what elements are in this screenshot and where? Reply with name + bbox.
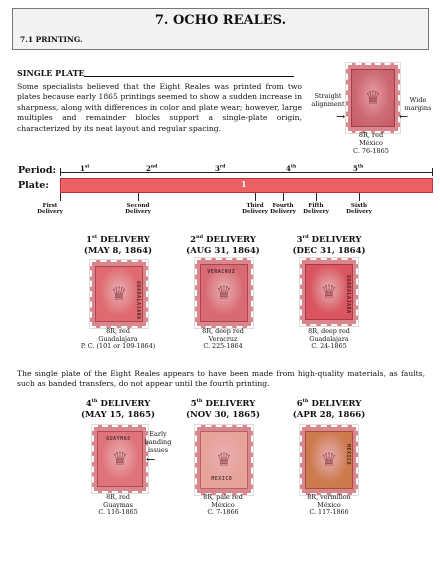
delivery-5-caption: 8R, pale red México C. 7-1866	[203, 493, 243, 517]
section-title: SINGLE PLATE	[17, 68, 85, 78]
delivery-2-caption: 8R, deep red Veracruz C. 225-1864	[202, 327, 244, 351]
delivery-5-stamp-image: ♛ MEXICO	[195, 425, 253, 495]
intro-paragraph: Some specialists believed that the Eight Reales was printed from two plates because early 1865 printings seemed to show a sudden increase in sharpness, along with differences in color and plate wear; however, large multiples and remainder blocks support a single-plate origin, characterized by its neat layout and regular spacing.	[17, 82, 302, 133]
plate-label: Plate:	[18, 180, 49, 191]
delivery-label-3: Third Delivery	[242, 203, 268, 216]
arrow-left-icon: ←	[399, 110, 409, 123]
delivery-1-stamp-image: ♛ GUADALAJARA	[90, 260, 148, 328]
straight-alignment-note: Straight alignment	[311, 92, 345, 108]
delivery-label-2: Second Delivery	[125, 203, 151, 216]
page-subtitle: 7.1 PRINTING.	[20, 35, 83, 44]
delivery-3-stamp-image: ♛ GUADALAJARA	[300, 258, 358, 326]
delivery-3-caption: 8R, deep red Guadalajara C. 24-1865	[308, 327, 350, 351]
delivery-2-stamp-image: ♛ VERACRUZ	[195, 258, 253, 328]
sample-stamp-image: ♛	[346, 63, 400, 133]
period-2: 2nd	[146, 164, 158, 173]
header-box	[12, 8, 429, 50]
period-1: 1st	[80, 164, 90, 173]
period-5: 5th	[353, 164, 364, 173]
period-4: 4th	[286, 164, 297, 173]
plate-quality-paragraph: The single plate of the Eight Reales appears to have been made from high-quality materials, as faults, such as banded transfers, do not appear until the fourth printing.	[17, 369, 425, 389]
delivery-1-heading: 1st DELIVERY (MAY 8, 1864)	[83, 234, 153, 256]
delivery-2-heading: 2nd DELIVERY (AUG 31, 1864)	[186, 234, 260, 256]
delivery-4-caption: 8R, red Guaymas C. 116-1865	[98, 493, 138, 517]
banding-note: Early banding issues	[144, 430, 172, 454]
plate-number: 1	[241, 179, 247, 189]
delivery-label-1: First Delivery	[37, 203, 63, 216]
arrow-left-icon: ←	[146, 453, 156, 466]
delivery-label-4: Fourth Delivery	[270, 203, 296, 216]
arrow-right-icon: →	[336, 110, 346, 123]
delivery-label-5: Fifth Delivery	[303, 203, 329, 216]
sample-caption: 8R, red México C. 76-1865	[353, 131, 389, 155]
wide-margins-note: Wide margins	[404, 96, 432, 112]
delivery-5-heading: 5th DELIVERY (NOV 30, 1865)	[185, 398, 261, 420]
delivery-6-stamp-image: ♛ MEXICO	[300, 425, 358, 495]
delivery-6-heading: 6th DELIVERY (APR 28, 1866)	[292, 398, 366, 420]
delivery-4-stamp-image: ♛ GUAYMAS	[92, 425, 148, 493]
page-title: 7. OCHO REALES.	[154, 13, 287, 28]
period-line	[60, 172, 432, 173]
period-label: Period:	[18, 165, 57, 176]
section-rule	[84, 76, 294, 77]
delivery-3-heading: 3rd DELIVERY (DEC 31, 1864)	[292, 234, 366, 256]
delivery-label-6: Sixth Delivery	[346, 203, 372, 216]
delivery-1-caption: 8R, red Guadalajara P. C. (101 or 109-1864)	[80, 327, 156, 351]
period-3: 3rd	[215, 164, 226, 173]
delivery-6-caption: 8R, vermilion México C. 117-1866	[307, 493, 351, 517]
delivery-4-heading: 4th DELIVERY (MAY 15, 1865)	[80, 398, 156, 420]
